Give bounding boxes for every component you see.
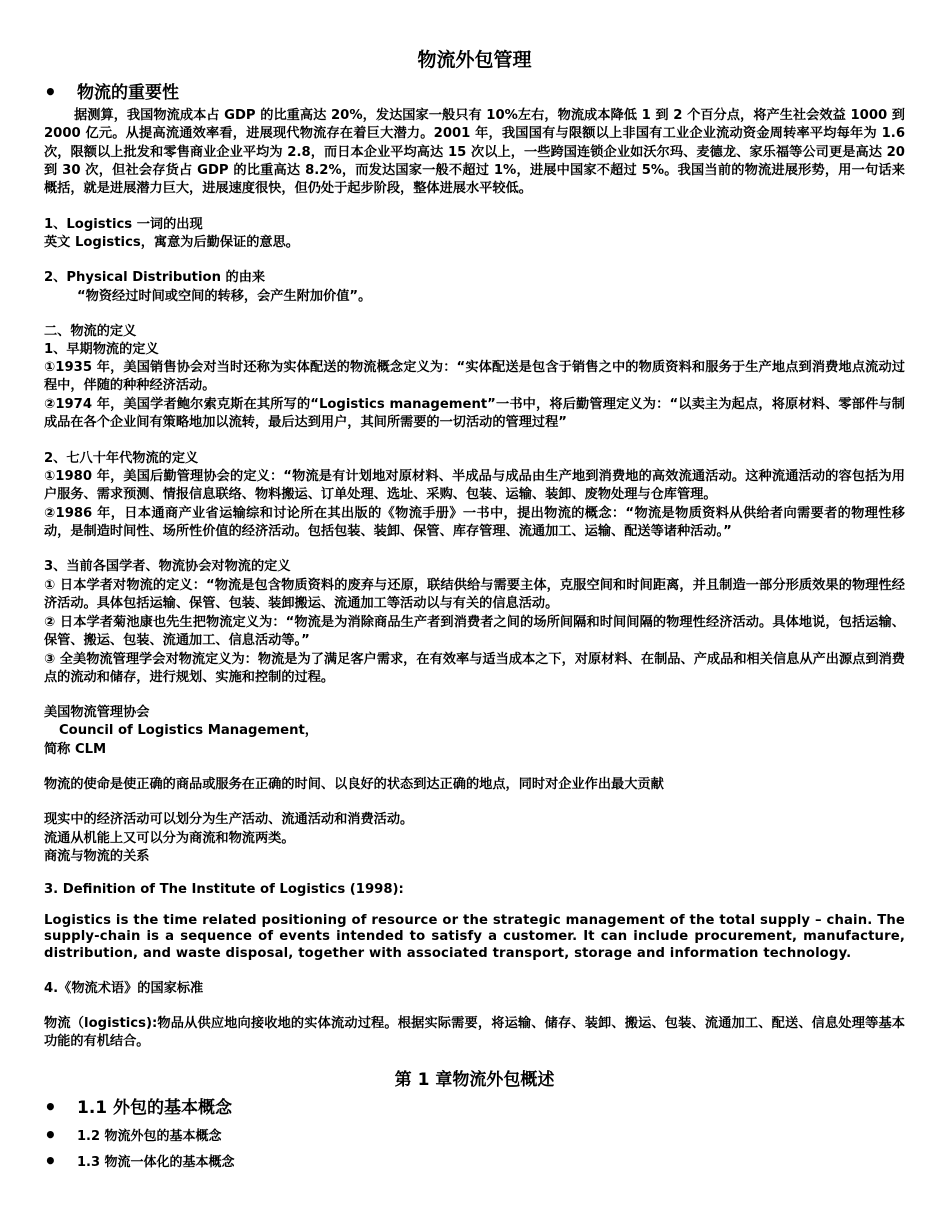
- bullet-icon: •: [44, 80, 57, 104]
- early-definition-item-2: ②1974 年，美国学者鲍尔索克斯在其所写的“Logistics management”一书中，将后勤管理定义为：“以卖主为起点，将原材料、零部件与制成品在各个企业间有策略地加以流转，最后达到用户，其间所需要的一切活动的管理过程”: [44, 397, 905, 431]
- chapter-1-item-2: 1.2 物流外包的基本概念: [77, 1129, 222, 1144]
- current-definition-item-1: ① 日本学者对物流的定义：“物流是包含物质资料的废弃与还原，联结供给与需要主体，克服空间和时间距离，并且制造一部分形质效果的物理性经济活动。具体包括运输、保管、包装、装卸搬运、流通加工等活动以与有关的信息活动。: [44, 578, 905, 612]
- definition-heading: 二、物流的定义: [44, 324, 137, 339]
- pd-origin-text: “物资经过时间或空间的转移，会产生附加价值”。: [77, 289, 372, 304]
- early-definition-heading: 1、早期物流的定义: [44, 342, 159, 357]
- activities-line-2: 流通从机能上又可以分为商流和物流两类。: [44, 831, 295, 846]
- logistics-origin-heading: 1、Logistics 一词的出现: [44, 217, 203, 232]
- clm-line-1: 美国物流管理协会: [44, 705, 150, 720]
- pd-origin-heading: 2、Physical Distribution 的由来: [44, 270, 266, 285]
- early-definition-item-1: ①1935 年，美国销售协会对当时还称为实体配送的物流概念定义为：“实体配送是包含于销售之中的物质资料和服务于生产地点到消费地点流动过程中，伴随的种种经济活动。: [44, 360, 905, 394]
- importance-heading: 物流的重要性: [77, 83, 179, 103]
- current-definition-item-3: ③ 全美物流管理学会对物流定义为：物流是为了满足客户需求，在有效率与适当成本之下，对原材料、在制品、产成品和相关信息从产出源点到消费点的流动和储存，进行规划、实施和控制的过程。: [44, 652, 905, 686]
- ilog-heading: 3. Definition of The Institute of Logistics (1998):: [44, 882, 404, 897]
- current-definition-heading: 3、当前各国学者、物流协会对物流的定义: [44, 559, 291, 574]
- chapter-1-title: 第 1 章物流外包概述: [394, 1070, 555, 1090]
- clm-line-2: Council of Logistics Management，: [59, 723, 318, 738]
- importance-paragraph: 据测算，我国物流成本占 GDP 的比重高达 20%，发达国家一般只有 10%左右，物流成本降低 1 到 2 个百分点，将产生社会效益 1000 到 2000 亿元。从提高流通效率看，进展现代物流存在着巨大潜力。2001 年，我国国有与限额以上非国有工业企业流动资金周转率平均每年为 1.6 次，限额以上批发和零售商业企业平均为 2.8，而日本企业平均高达 15 次以上，一些跨国连锁企业如沃尔玛、麦德龙、家乐福等公司更是高达 20 到 30 次，但社会存货占 GDP 的比重高达 8.2%，而发达国家一般不超过 1%，进展中国家不超过 5%。我国当前的物流进展形势，用一句话来概括，就是进展潜力巨大，进展速度很快，但仍处于起步阶段，整体进展水平较低。: [44, 108, 905, 197]
- chapter-1-item-3: 1.3 物流一体化的基本概念: [77, 1155, 235, 1170]
- chapter-1-item-1: 1.1 外包的基本概念: [77, 1098, 233, 1118]
- bullet-icon: •: [44, 1123, 57, 1147]
- seventies-definition-item-2: ②1986 年，日本通商产业省运输综和讨论所在其出版的《物流手册》一书中，提出物流的概念：“物流是物质资料从供给者向需要者的物理性移动，是制造时间性、场所性价值的经济活动。包括包装、装卸、保管、库存管理、流通加工、运输、配送等诸种活动。”: [44, 506, 905, 540]
- activities-line-1: 现实中的经济活动可以划分为生产活动、流通活动和消费活动。: [44, 812, 414, 827]
- national-standard-heading: 4.《物流术语》的国家标准: [44, 981, 204, 996]
- seventies-definition-item-1: ①1980 年，美国后勤管理协会的定义：“物流是有计划地对原材料、半成品与成品由生产地到消费地的高效流通活动。这种流通活动的容包括为用户服务、需求预测、情报信息联络、物料搬运、订单处理、选址、采购、包装、运输、装卸、废物处理与仓库管理。: [44, 469, 905, 503]
- logistics-origin-text: 英文 Logistics，寓意为后勤保证的意思。: [44, 235, 299, 250]
- activities-line-3: 商流与物流的关系: [44, 849, 150, 864]
- current-definition-item-2: ② 日本学者菊池康也先生把物流定义为：“物流是为消除商品生产者到消费者之间的场所间隔和时间间隔的物理性经济活动。具体地说，包括运输、保管、搬运、包装、流通加工、信息活动等。”: [44, 615, 905, 649]
- mission-text: 物流的使命是使正确的商品或服务在正确的时间、以良好的状态到达正确的地点，同时对企业作出最大贡献: [44, 777, 664, 792]
- bullet-icon: •: [44, 1149, 57, 1173]
- bullet-icon: •: [44, 1095, 57, 1119]
- national-standard-text: 物流（logistics):物品从供应地向接收地的实体流动过程。根据实际需要，将运输、储存、装卸、搬运、包装、流通加工、配送、信息处理等基本功能的有机结合。: [44, 1016, 905, 1050]
- document-title: 物流外包管理: [417, 49, 532, 71]
- seventies-definition-heading: 2、七八十年代物流的定义: [44, 451, 199, 466]
- clm-line-3: 简称 CLM: [44, 742, 107, 757]
- ilog-text: Logistics is the time related positioning of resource or the strategic management of the total supply – chain. The supply-chain is a sequence of events intended to satisfy a customer. It can include procurement, manufacture, distribution, and waste disposal, together with associated transport, storage and information technology.: [44, 913, 905, 961]
